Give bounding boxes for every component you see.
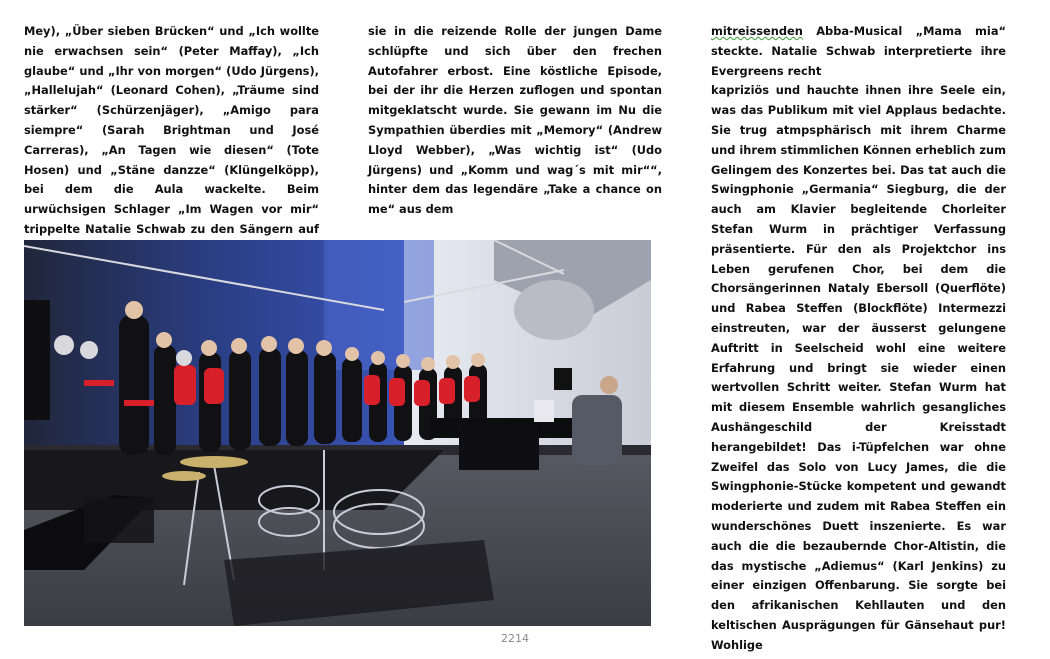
concert-photo — [24, 240, 651, 626]
page-number: 2214 — [501, 632, 529, 645]
text-column-3 — [711, 22, 1006, 656]
spellcheck-underlined-word: mitreissenden — [711, 24, 803, 38]
column-2-paragraph: sie in die reizende Rolle der jungen Dame schlüpfte und sich über den frechen Autofahrer erbost. Eine köstliche Episode, bei der ihr die Herzen zuflogen und spontan mitgeklatscht wurde. Sie gewann im Nu die Sympathien überdies mit „Memory“ (Andrew Lloyd Webber), „Was wichtig ist“ (Udo Jürgens) und „Komm und wag´s mit mir““, hinter dem das legendäre „Take a chance on me“ aus dem — [368, 24, 662, 217]
text-column-2 — [368, 22, 662, 220]
column-3-paragraph-2: kapriziös und hauchte ihnen ihre Seele ein, was das Publikum mit viel Applaus bedachte. Sie trug atmpsphärisch mit ihrem Charme und ihrem stimmlichen Können erheblich zum Gelingem des Konzertes bei. Das tat auch die Swingphonie „Germania“ Siegburg, die der auch am Klavier begleitende Chorleiter Stefan Wurm in prächtiger Verfassung präsentierte. Für den als Projektchor ins Leben gerufenen Chor, bei dem die Chorsängerinnen Nataly Ebersoll (Querflöte) und Rabea Steffen (Blockflöte) Intermezzi einstreuten, war der äusserst gelungene Auftritt in Seelscheid wohl eine weitere Erfahrung und bringt sie wieder einen wertvollen Schritt weiter. Stefan Wurm hat mit diesem Ensemble wahrlich gesangliches Aushängeschild der Kreisstadt herangebildet! Das i-Tüpfelchen war ohne Zweifel das Solo von Lucy James, die die Swingphonie-Stücke kompetent und gewandt moderierte und zudem mit Rabea Steffen ein wunderschönes Duett inszenierte. Es war auch die die bezaubernde Chor-Altistin, die das mystische „Adiemus“ (Karl Jenkins) zu einer einzigen Offenbarung. Sie sorgte bei den afrikanischen Kehllauten und den keltischen Ausprägungen für Gänsehaut pur! Wohlige — [711, 83, 1006, 652]
text-column-1 — [24, 22, 319, 260]
column-3-paragraph-1 — [711, 22, 1006, 81]
column-3-paragraph-1-text: Abba-Musical „Mama mia“ steckte. Natalie Schwab interpretierte ihre Evergreens recht — [711, 24, 1006, 78]
column-1-paragraph: Mey), „Über sieben Brücken“ und „Ich wollte nie erwachsen sein“ (Peter Maffay), „Ich glaube“ und „Ihr von morgen“ (Udo Jürgens), „Hallelujah“ (Leonard Cohen), „Träume sind stärker“ (Schürzenjäger), „Amigo para siempre“ (Sarah Brightman und José Carreras), „An Tagen wie diesen“ (Tote Hosen) und „Stäne danzze“ (Klüngelköpp), bei dem die Aula wackelte. Beim urwüchsigen Schlager „Im Wagen vor mir“ trippelte Natalie Schwab zu den Sängern auf — [24, 24, 319, 236]
